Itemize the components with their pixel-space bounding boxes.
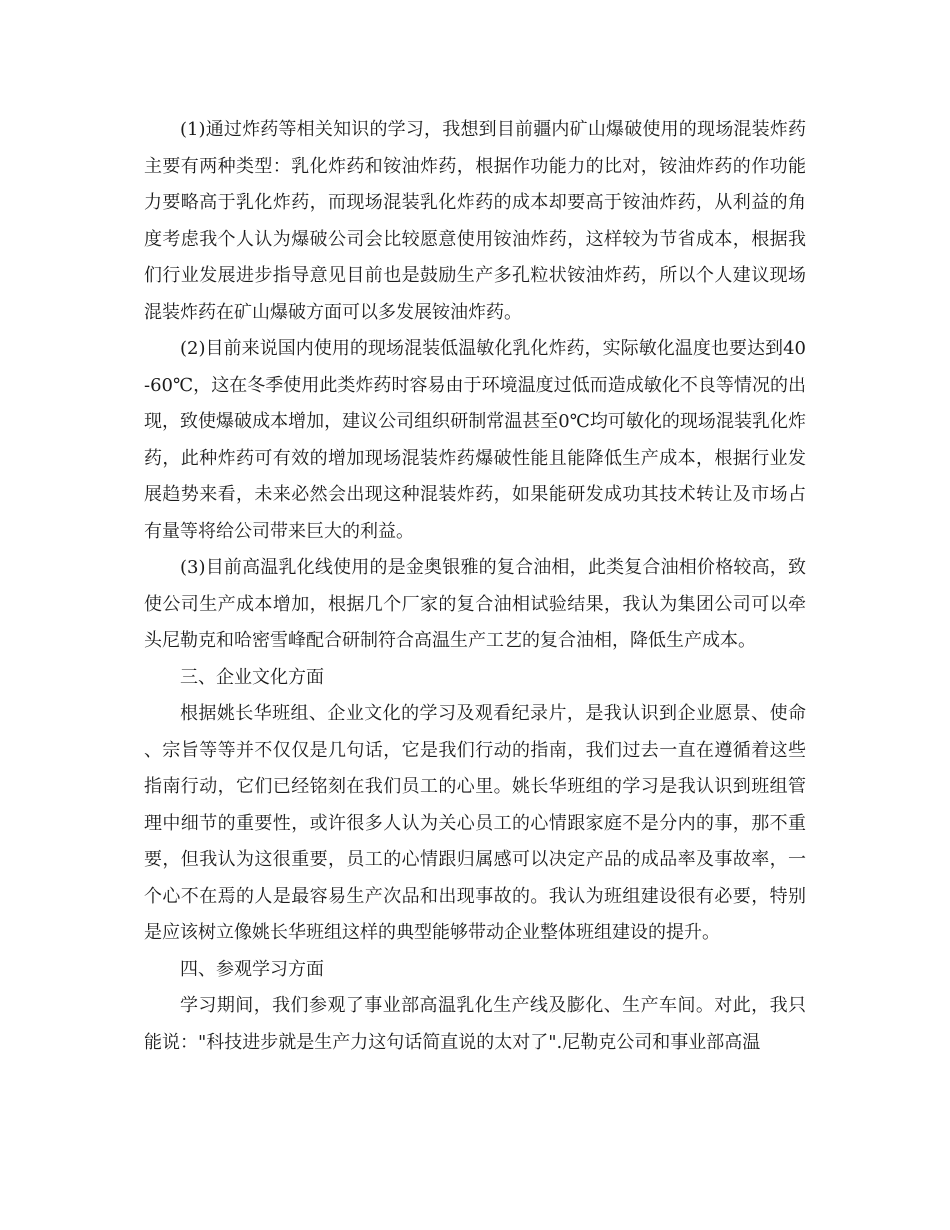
paragraph-low-temp-emulsion: (2)目前来说国内使用的现场混装低温敏化乳化炸药，实际敏化温度也要达到40-60℃，这在冬季使用此类炸药时容易由于环境温度过低而造成敏化不良等情况的出现，致使爆破成本增加，建议公司组织研制常温甚至0℃均可敏化的现场混装乳化炸药，此种炸药可有效的增加现场混装炸药爆破性能且能降低生产成本，根据行业发展趋势来看，未来必然会出现这种混装炸药，如果能研发成功其技术转让及市场占有量等将给公司带来巨大的利益。: [144, 338, 806, 542]
section-heading-visit: 四、参观学习方面: [180, 958, 324, 980]
paragraph-explosive-types: (1)通过炸药等相关知识的学习，我想到目前疆内矿山爆破使用的现场混装炸药主要有两种类型：乳化炸药和铵油炸药，根据作功能力的比对，铵油炸药的作功能力要略高于乳化炸药，而现场混装乳化炸药的成本却要高于铵油炸药，从利益的角度考虑我个人认为爆破公司会比较愿意使用铵油炸药，这样较为节省成本，根据我们行业发展进步指导意见目前也是鼓励生产多孔粒状铵油炸药，所以个人建议现场混装炸药在矿山爆破方面可以多发展铵油炸药。: [144, 119, 806, 323]
paragraph-visit: 学习期间，我们参观了事业部高温乳化生产线及膨化、生产车间。对此，我只能说："科技进步就是生产力这句话简直说的太对了".尼勒克公司和事业部高温: [144, 995, 806, 1053]
document-body: [144, 112, 806, 1061]
section-heading-culture: 三、企业文化方面: [180, 666, 324, 688]
paragraph-culture: 根据姚长华班组、企业文化的学习及观看纪录片，是我认识到企业愿景、使命、宗旨等等并不仅仅是几句话，它是我们行动的指南，我们过去一直在遵循着这些指南行动，它们已经铭刻在我们员工的心里。姚长华班组的学习是我认识到班组管理中细节的重要性，或许很多人认为关心员工的心情跟家庭不是分内的事，那不重要，但我认为这很重要，员工的心情跟归属感可以决定产品的成品率及事故率，一个心不在焉的人是最容易生产次品和出现事故的。我认为班组建设很有必要，特别是应该树立像姚长华班组这样的典型能够带动企业整体班组建设的提升。: [144, 703, 806, 943]
paragraph-composite-oil-phase: (3)目前高温乳化线使用的是金奥银雅的复合油相，此类复合油相价格较高，致使公司生产成本增加，根据几个厂家的复合油相试验结果，我认为集团公司可以牵头尼勒克和哈密雪峰配合研制符合高温生产工艺的复合油相，降低生产成本。: [144, 557, 806, 651]
